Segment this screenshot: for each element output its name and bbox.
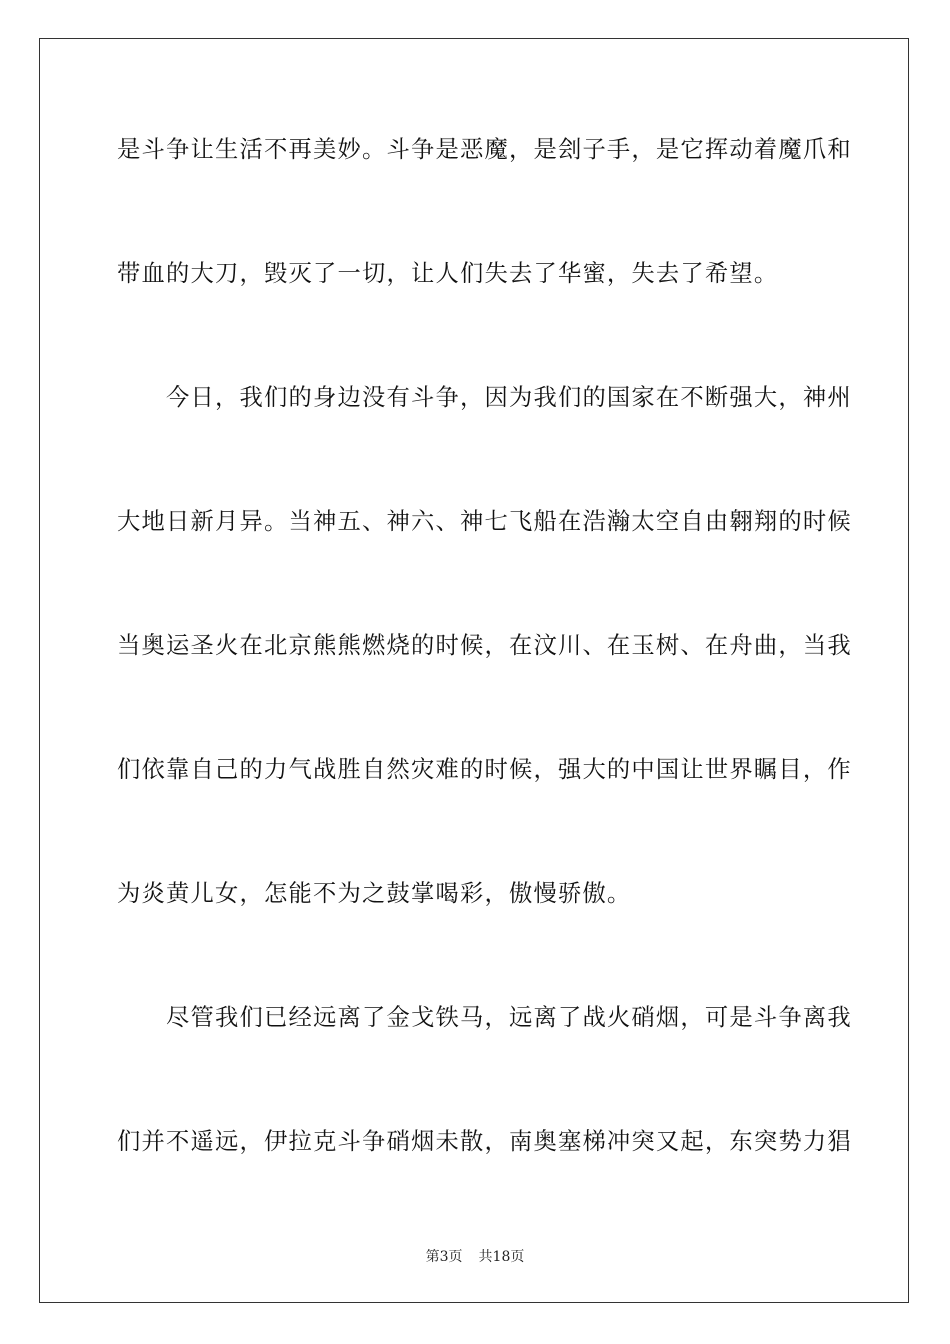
- total-pages: 共18页: [478, 1249, 525, 1265]
- page-border: [39, 38, 909, 1303]
- paragraph-line: 为炎黄儿女，怎能不为之鼓掌喝彩，傲慢骄傲。: [117, 880, 632, 907]
- paragraph-line: 大地日新月异。当神五、神六、神七飞船在浩瀚太空自由翱翔的时候: [117, 508, 852, 535]
- paragraph-line: 带血的大刀，毁灭了一切，让人们失去了华蜜，失去了希望。: [117, 260, 779, 287]
- paragraph-line: 们并不遥远，伊拉克斗争硝烟未散，南奥塞梯冲突又起，东突势力猖: [117, 1128, 852, 1155]
- paragraph-line: 当奥运圣火在北京熊熊燃烧的时候，在汶川、在玉树、在舟曲，当我: [117, 632, 852, 659]
- paragraph-line: 是斗争让生活不再美妙。斗争是恶魔，是刽子手，是它挥动着魔爪和: [117, 136, 852, 163]
- paragraph-line: 今日，我们的身边没有斗争，因为我们的国家在不断强大，神州: [117, 384, 852, 411]
- page-footer: [0, 1248, 950, 1266]
- paragraph-line: 尽管我们已经远离了金戈铁马，远离了战火硝烟，可是斗争离我: [117, 1004, 852, 1031]
- paragraph-line: 们依靠自己的力气战胜自然灾难的时候，强大的中国让世界瞩目，作: [117, 756, 852, 783]
- page-number: 第3页: [425, 1249, 463, 1265]
